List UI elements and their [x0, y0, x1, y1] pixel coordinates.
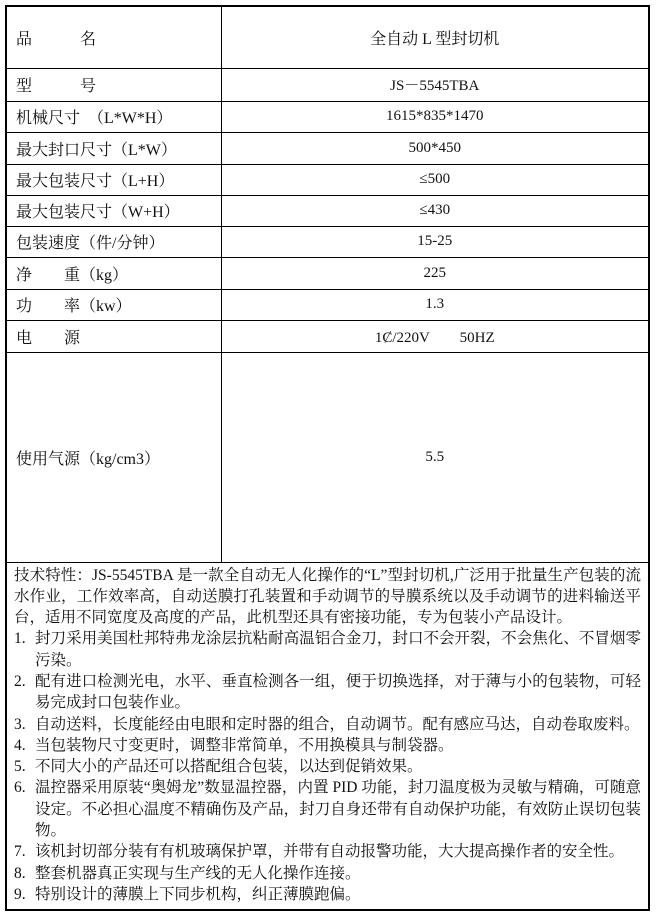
- spec-value-model: JS－5545TBA: [221, 68, 649, 101]
- list-item: 封刀采用美国杜邦特弗龙涂层抗粘耐高温铝合金刀，封口不会开裂，不会焦化、不冒烟零污染。: [35, 630, 641, 669]
- list-item: 配有进口检测光电，水平、垂直检测各一组，便于切换选择，对于薄与小的包装物，可轻易完成封口包装作业。: [35, 672, 641, 712]
- table-row-air-supply: [6, 352, 649, 562]
- spec-label-max-pack-lh: 最大包装尺寸（L+H）: [6, 164, 221, 195]
- spec-label-power-supply: 电 源: [6, 320, 221, 352]
- table-row-max-pack-wh: [6, 195, 649, 226]
- spec-label-net-weight: 净 重（kg）: [6, 257, 221, 289]
- spec-label-product-name: 品 名: [6, 6, 221, 68]
- spec-value-product-name: 全自动 L 型封切机: [221, 6, 649, 68]
- table-row-model: [6, 68, 649, 101]
- spec-label-air-supply: 使用气源（kg/cm3）: [6, 352, 221, 562]
- spec-value-pack-speed: 15-25: [221, 226, 649, 257]
- spec-label-max-pack-wh: 最大包装尺寸（W+H）: [6, 195, 221, 226]
- features-section: [6, 562, 649, 910]
- spec-label-max-seal-size: 最大封口尺寸（L*W）: [6, 132, 221, 164]
- spec-value-machine-size: 1615*835*1470: [221, 101, 649, 132]
- list-item: 当包装物尺寸变更时，调整非常简单，不用换模具与制袋器。: [35, 736, 454, 754]
- table-row-power-supply: [6, 320, 649, 352]
- spec-label-pack-speed: 包装速度（件/分钟）: [6, 226, 221, 257]
- spec-label-machine-size: 机械尺寸 （L*W*H）: [6, 101, 221, 132]
- list-item: 不同大小的产品还可以搭配组合包装，以达到促销效果。: [35, 758, 423, 776]
- list-item: 温控器采用原装“奥姆龙”数显温控器，内置 PID 功能，封刀温度极为灵敏与精确，可随意设定。不必担心温度不精确伤及产品，封刀自身还带有自动保护功能，有效防止误切包装物。: [35, 779, 641, 840]
- table-row-max-seal-size: [6, 132, 649, 164]
- product-spec-table: [5, 5, 650, 911]
- table-row-pack-speed: [6, 226, 649, 257]
- table-row-power: [6, 289, 649, 320]
- spec-label-power: 功 率（kw）: [6, 289, 221, 320]
- features-intro: 技术特性：JS-5545TBA 是一款全自动无人化操作的“L”型封切机,广泛用于批量生产包装的流水作业，工作效率高，自动送膜打孔装置和手动调节的导膜系统以及手动调节的进料输送平台，适用不同宽度及高度的产品，此机型还具有密接功能，专为包装小产品设计。: [14, 566, 641, 627]
- spec-label-model: 型 号: [6, 68, 221, 101]
- spec-value-power-supply: 1Ȼ/220V 50HZ: [221, 320, 649, 352]
- table-row-product-name: [6, 6, 649, 68]
- spec-value-max-pack-wh: ≤430: [221, 195, 649, 226]
- spec-value-max-pack-lh: ≤500: [221, 164, 649, 195]
- list-item: 该机封切部分装有有机玻璃保护罩，并带有自动报警功能，大大提高操作者的安全性。: [35, 843, 625, 861]
- features-list: [14, 628, 641, 905]
- list-item: 整套机器真正实现与生产线的无人化操作连接。: [35, 864, 361, 882]
- spec-value-net-weight: 225: [221, 257, 649, 289]
- table-row-net-weight: [6, 257, 649, 289]
- spec-value-max-seal-size: 500*450: [221, 132, 649, 164]
- spec-value-power: 1.3: [221, 289, 649, 320]
- list-item: 自动送料，长度能经由电眼和定时器的组合，自动调节。配有感应马达，自动卷取废料。: [35, 715, 640, 733]
- table-row-machine-size: [6, 101, 649, 132]
- spec-value-air-supply: 5.5: [221, 352, 649, 562]
- list-item: 特别设计的薄膜上下同步机构，纠正薄膜跑偏。: [35, 885, 361, 903]
- table-row-features: [6, 562, 649, 910]
- table-row-max-pack-lh: [6, 164, 649, 195]
